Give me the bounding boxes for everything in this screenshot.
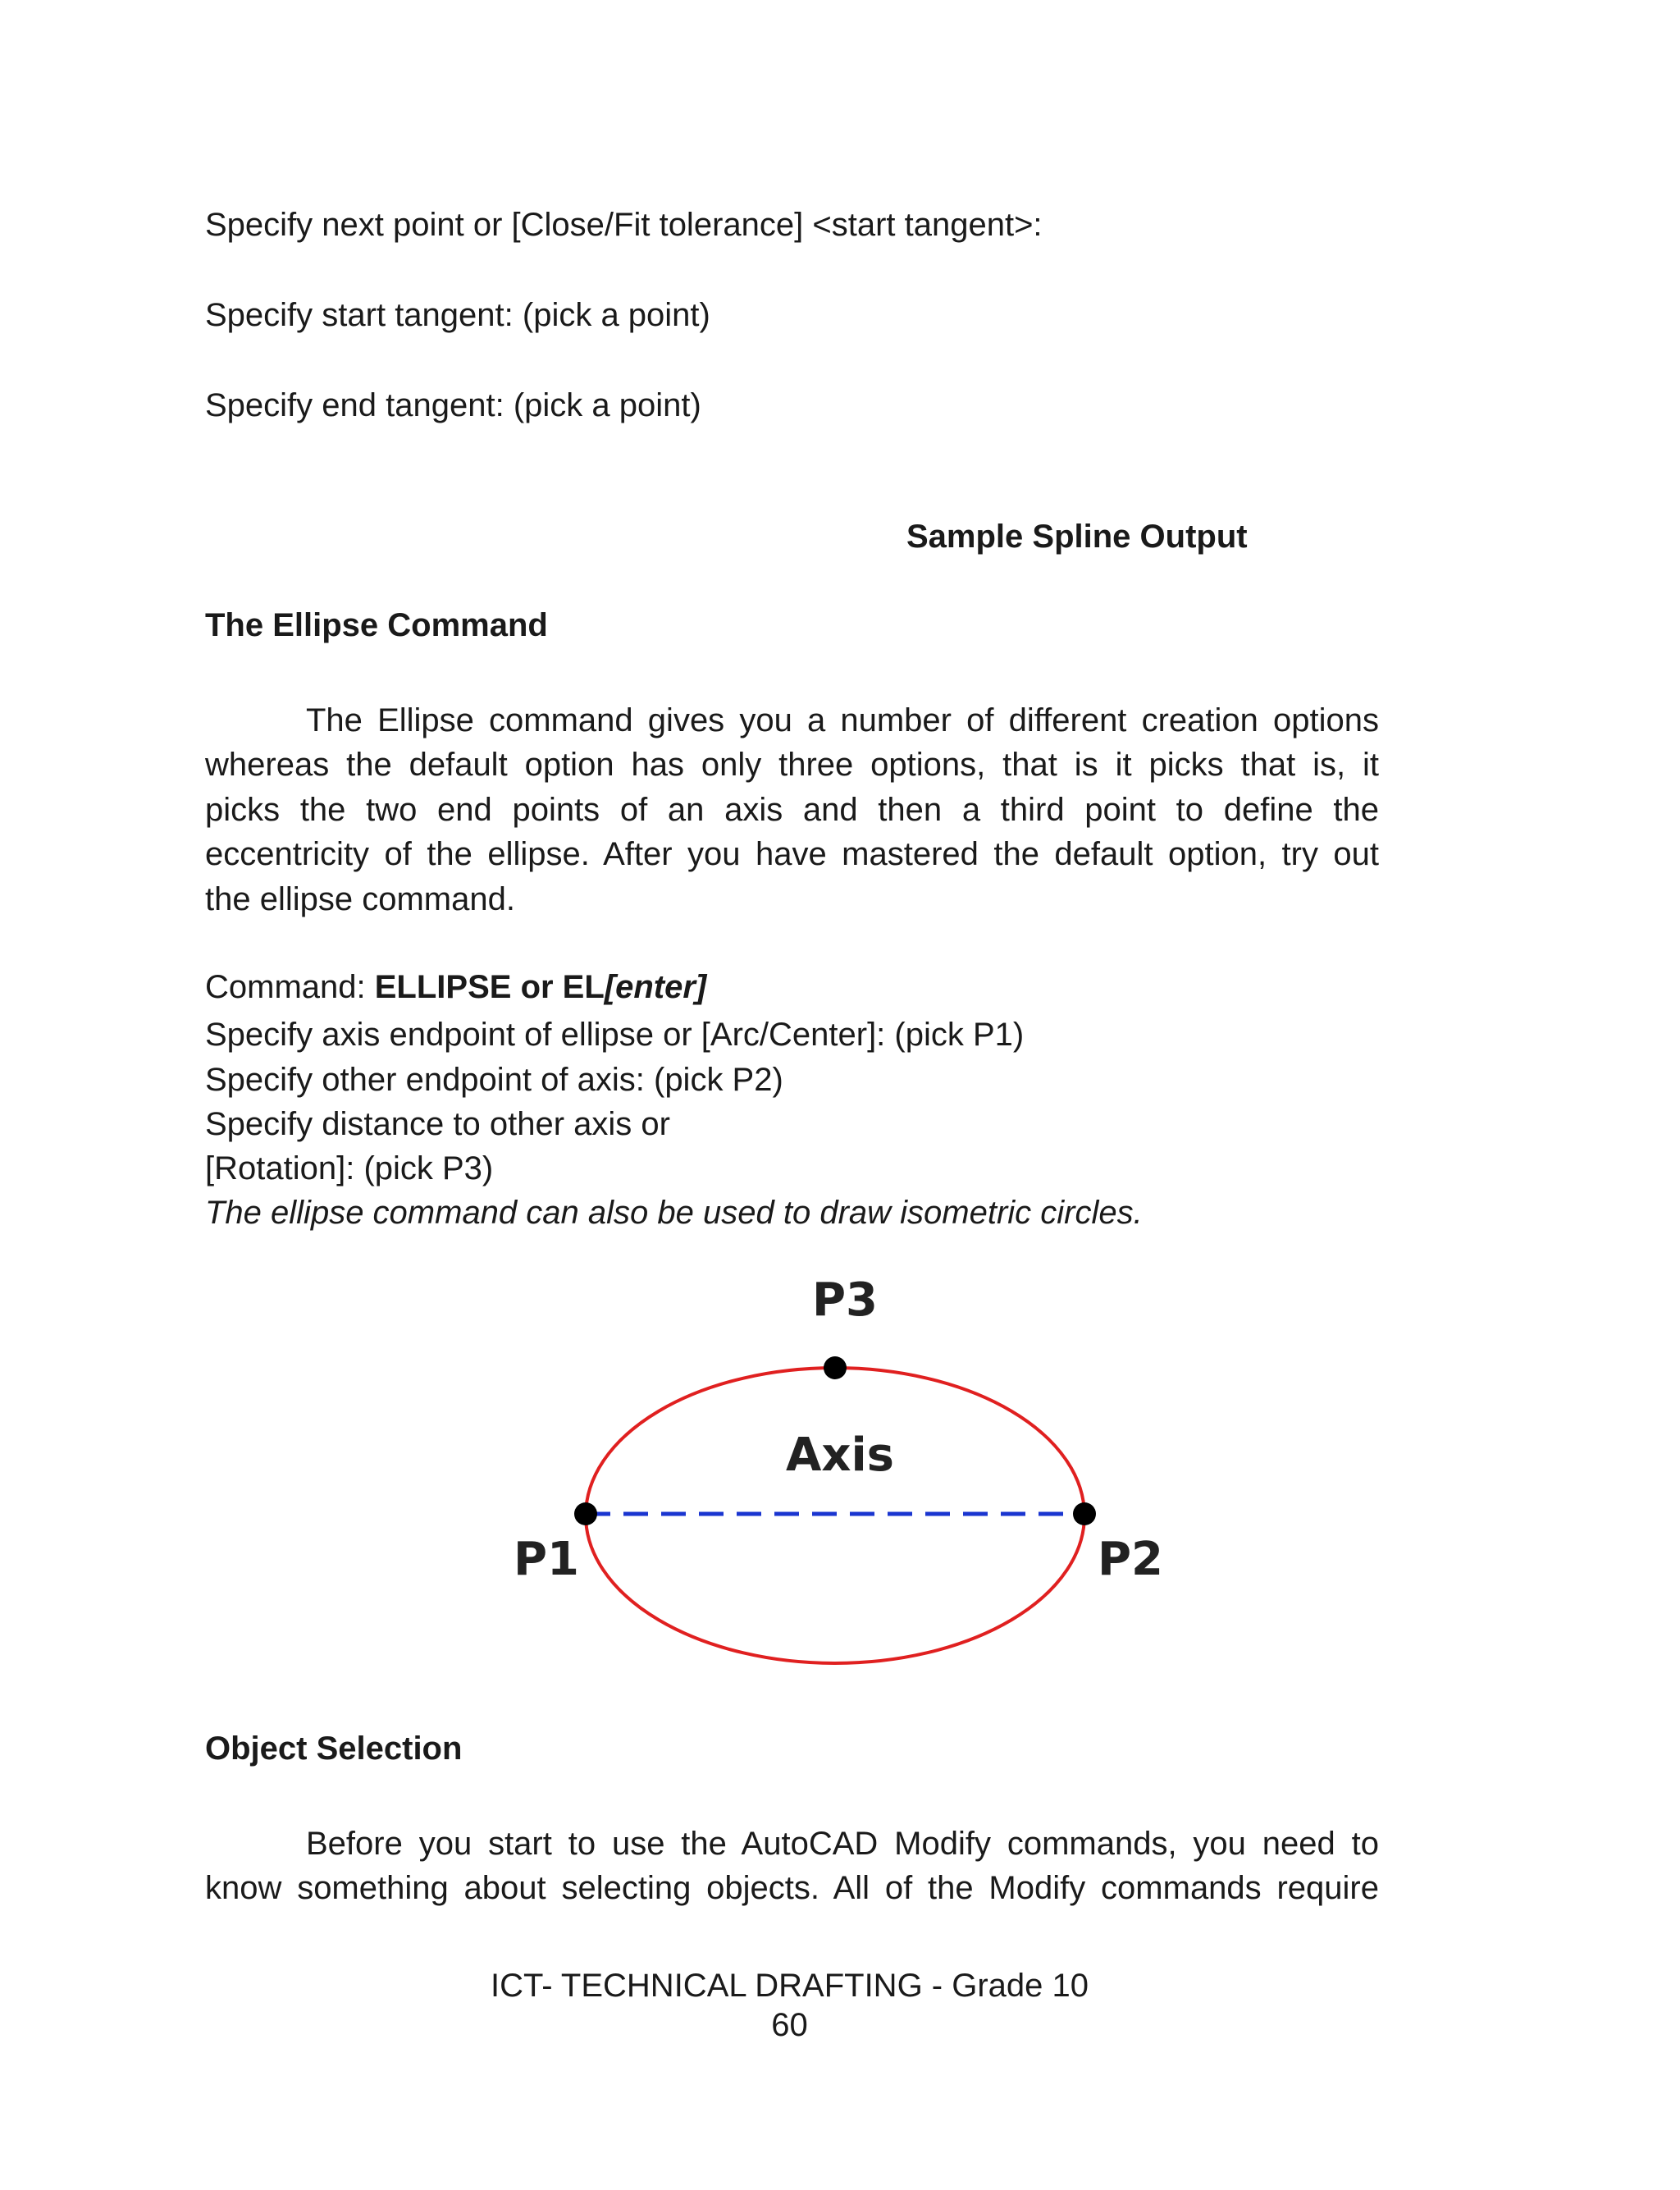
step-line: Specify distance to other axis or: [205, 1106, 670, 1142]
label-p1: P1: [514, 1533, 580, 1586]
command-label: Command:: [205, 969, 375, 1005]
paragraph-line: Before you start to use the AutoCAD Modify commands, you need to: [306, 1826, 1379, 1862]
step-line: Specify other endpoint of axis: (pick P2): [205, 1062, 783, 1098]
page-number: 60: [771, 2007, 808, 2043]
command-name: ELLIPSE or EL: [374, 969, 605, 1005]
point-p2: [1073, 1502, 1096, 1525]
paragraph-line: know something about selecting objects. All of the Modify commands require: [205, 1870, 1379, 1907]
command-enter: [enter]: [604, 969, 707, 1005]
label-axis: Axis: [786, 1429, 894, 1482]
paragraph-line: the ellipse command.: [205, 880, 515, 917]
paragraph-line: The Ellipse command gives you a number of different creation options: [306, 702, 1379, 738]
paragraph-line: picks the two end points of an axis and then a third point to define the: [205, 791, 1379, 828]
step-line: [Rotation]: (pick P3): [205, 1150, 494, 1186]
point-p1: [574, 1502, 597, 1525]
label-p2: P2: [1098, 1533, 1164, 1586]
ellipse-figure: [492, 1276, 1198, 1686]
ellipse-paragraph: [205, 698, 1379, 921]
prompt-end-tangent: Specify end tangent: (pick a point): [205, 387, 701, 423]
ellipse-heading: The Ellipse Command: [205, 607, 548, 643]
ellipse-note: The ellipse command can also be used to draw isometric circles.: [205, 1195, 1143, 1231]
prompt-start-tangent: Specify start tangent: (pick a point): [205, 297, 710, 333]
spline-caption: Sample Spline Output: [906, 519, 1248, 555]
ellipse-diagram: [492, 1276, 1198, 1686]
command-line: [205, 965, 706, 1009]
object-selection-heading: Object Selection: [205, 1731, 463, 1767]
step-line: Specify axis endpoint of ellipse or [Arc/Center]: (pick P1): [205, 1017, 1025, 1053]
label-p3: P3: [812, 1276, 879, 1327]
paragraph-line: eccentricity of the ellipse. After you have mastered the default option, try out: [205, 836, 1379, 873]
paragraph-line: whereas the default option has only three options, that is it picks that is, it: [205, 747, 1379, 784]
footer-title: ICT- TECHNICAL DRAFTING - Grade 10: [490, 1968, 1089, 2004]
prompt-next-point: Specify next point or [Close/Fit tolerance] <start tangent>:: [205, 207, 1043, 243]
point-p3: [824, 1356, 847, 1379]
object-selection-paragraph: [205, 1822, 1379, 1911]
